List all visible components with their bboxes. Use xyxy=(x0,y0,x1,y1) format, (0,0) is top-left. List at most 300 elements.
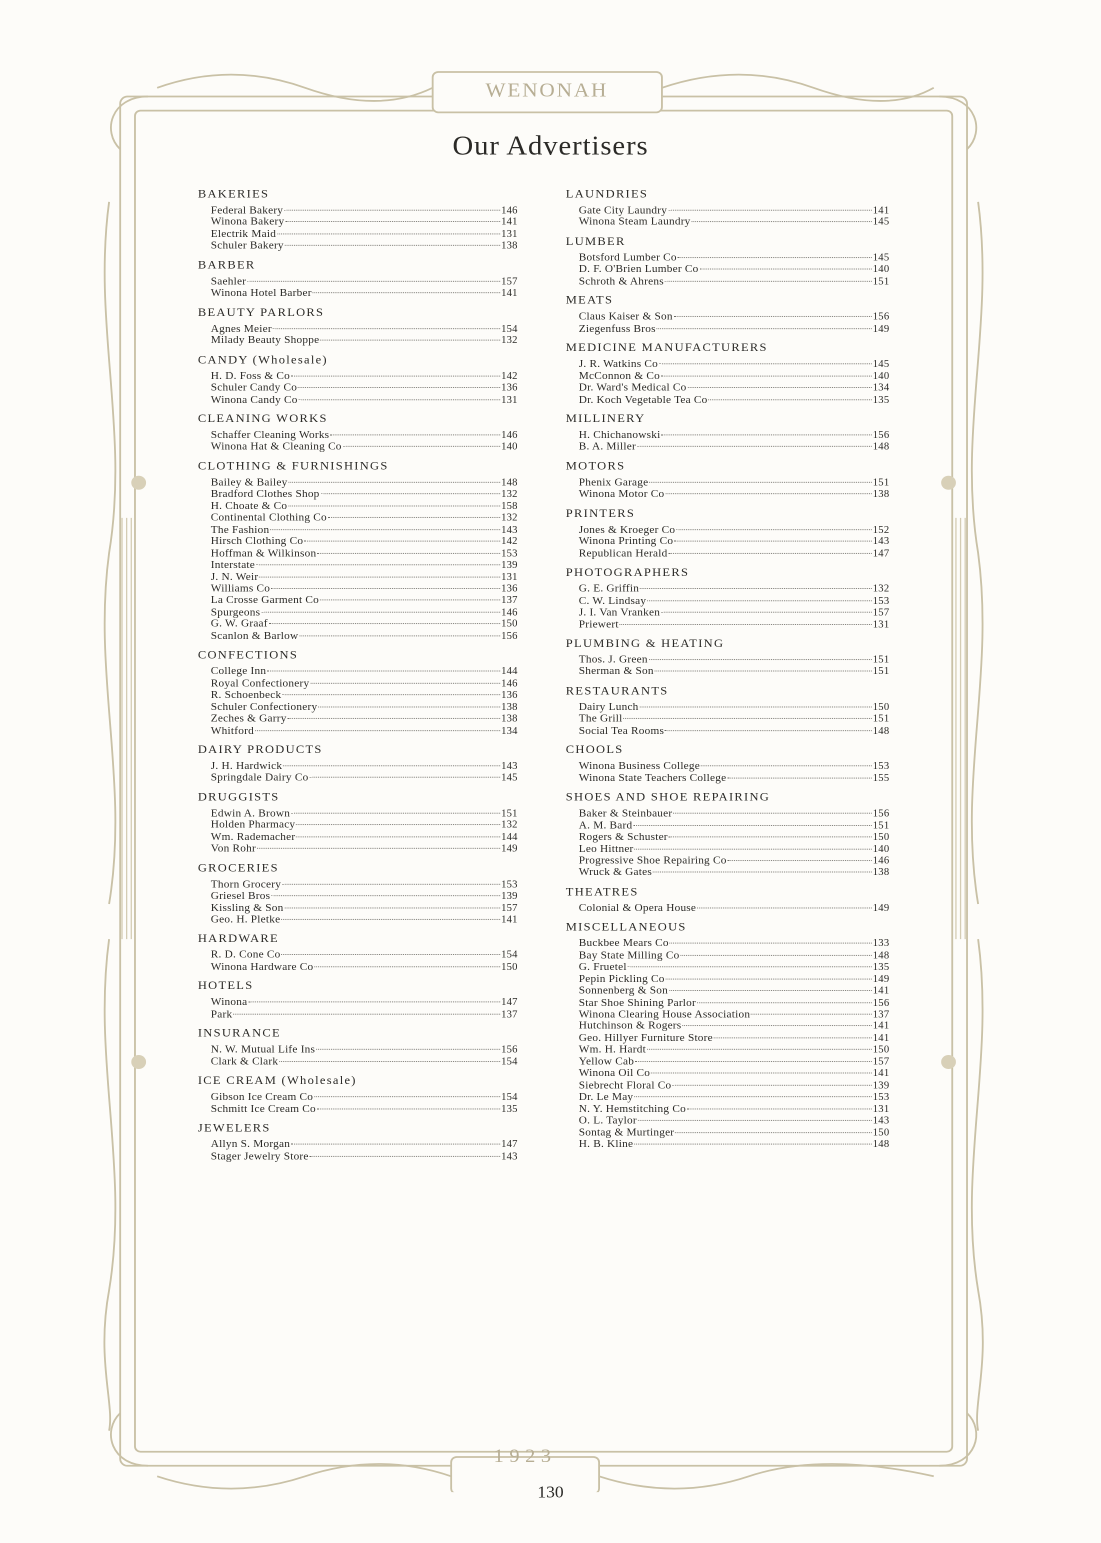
advertiser-entry xyxy=(566,1138,890,1150)
category-section xyxy=(566,293,899,335)
category-section xyxy=(566,186,899,228)
category-section xyxy=(198,1025,531,1067)
advertiser-name: Scanlon & Barlow xyxy=(210,629,299,642)
footer-year-banner: 1923 xyxy=(493,1444,557,1467)
advertiser-name: D. F. O'Brien Lumber Co xyxy=(578,262,699,276)
advertiser-name: Dairy Lunch xyxy=(578,700,639,713)
dot-leader xyxy=(314,1096,500,1097)
advertiser-entry xyxy=(566,867,890,879)
dot-leader xyxy=(284,210,500,211)
advertiser-page-number: 150 xyxy=(501,961,518,973)
advertiser-entry xyxy=(566,264,890,276)
advertiser-name: Winona Business College xyxy=(578,759,701,772)
dot-leader xyxy=(285,245,500,246)
dot-leader xyxy=(682,1026,871,1027)
advertiser-name: J. H. Hardwick xyxy=(210,759,283,772)
dot-leader xyxy=(674,316,872,317)
advertiser-name: Claus Kaiser & Son xyxy=(578,310,673,323)
dot-leader xyxy=(620,624,872,625)
advertiser-page-number: 156 xyxy=(501,1044,518,1056)
advertiser-page-number: 132 xyxy=(872,583,890,595)
dot-leader xyxy=(665,730,872,731)
dot-leader xyxy=(714,1037,872,1038)
advertiser-name: Winona Hotel Barber xyxy=(210,286,312,299)
advertiser-entry xyxy=(566,938,890,950)
category-title: PHOTOGRAPHERS xyxy=(565,565,690,579)
advertiser-page-number: 145 xyxy=(872,359,890,370)
advertiser-name: Dr. Koch Vegetable Tea Co xyxy=(578,392,708,406)
dot-leader xyxy=(673,813,871,814)
advertiser-entry xyxy=(566,1091,890,1103)
dot-leader xyxy=(665,281,872,282)
category-title: THEATRES xyxy=(565,884,639,898)
advertiser-name: Republican Herald xyxy=(578,546,668,559)
advertiser-page-number: 132 xyxy=(501,335,518,346)
advertiser-name: Sherman & Son xyxy=(578,664,654,678)
advertiser-page-number: 142 xyxy=(501,370,518,382)
advertiser-page-number: 131 xyxy=(501,571,518,583)
advertiser-page-number: 140 xyxy=(872,264,890,276)
advertiser-entry xyxy=(566,985,890,997)
advertiser-page-number: 157 xyxy=(872,1056,890,1068)
advertiser-entry xyxy=(566,713,890,725)
advertiser-page-number: 146 xyxy=(501,607,518,618)
dot-leader xyxy=(635,1061,872,1062)
category-title: BAKERIES xyxy=(197,186,270,201)
dot-leader xyxy=(672,1085,872,1086)
advertiser-page-number: 144 xyxy=(501,831,518,843)
advertiser-entry xyxy=(566,772,890,784)
category-section xyxy=(198,647,531,736)
advertiser-page-number: 132 xyxy=(501,512,518,524)
advertiser-name: H. B. Kline xyxy=(578,1137,634,1150)
advertiser-entry xyxy=(566,583,890,595)
advertiser-name: G. W. Graaf xyxy=(210,617,268,630)
page-number: 130 xyxy=(537,1483,564,1502)
advertiser-page-number: 138 xyxy=(501,713,518,725)
dot-leader xyxy=(261,612,500,613)
advertiser-page-number: 141 xyxy=(872,1032,890,1044)
advertiser-page-number: 140 xyxy=(872,843,890,855)
advertiser-entry xyxy=(198,394,518,406)
advertiser-name: Schuler Candy Co xyxy=(210,380,298,394)
advertiser-page-number: 151 xyxy=(872,820,890,831)
advertiser-name: McConnon & Co xyxy=(578,369,660,382)
category-title: DRUGGISTS xyxy=(197,789,280,803)
category-title: INSURANCE xyxy=(197,1026,281,1040)
category-title: ICE CREAM (Wholesale) xyxy=(197,1073,357,1087)
category-section xyxy=(566,564,899,630)
dot-leader xyxy=(320,340,500,341)
advertiser-page-number: 150 xyxy=(872,1044,890,1056)
advertiser-name: J. I. Van Vranken xyxy=(578,605,661,618)
advertiser-page-number: 141 xyxy=(872,1021,890,1032)
advertiser-name: Baker & Steinbauer xyxy=(578,806,673,820)
dot-leader xyxy=(649,482,871,483)
advertiser-page-number: 146 xyxy=(872,855,890,867)
advertiser-entry xyxy=(198,997,518,1009)
advertiser-name: Sonnenberg & Son xyxy=(578,984,668,997)
dot-leader xyxy=(697,907,872,908)
advertiser-name: Allyn S. Morgan xyxy=(210,1137,291,1150)
advertiser-entry xyxy=(198,1091,518,1103)
advertiser-page-number: 143 xyxy=(872,536,890,548)
dot-leader xyxy=(330,434,500,435)
category-title: HARDWARE xyxy=(197,931,279,945)
advertiser-page-number: 131 xyxy=(872,619,890,630)
category-section xyxy=(566,683,899,737)
advertiser-page-number: 137 xyxy=(872,1009,890,1020)
category-section xyxy=(198,860,531,926)
advertiser-entry xyxy=(566,323,890,335)
category-title: LAUNDRIES xyxy=(565,186,649,201)
advertiser-entry xyxy=(566,311,890,323)
advertiser-name: Royal Confectionery xyxy=(210,676,310,689)
advertiser-page-number: 156 xyxy=(872,311,890,323)
advertiser-page-number: 150 xyxy=(872,702,890,713)
category-title: PRINTERS xyxy=(565,506,636,520)
dot-leader xyxy=(638,1120,872,1121)
advertiser-name: B. A. Miller xyxy=(578,440,636,453)
advertiser-entry xyxy=(198,240,518,252)
advertiser-page-number: 145 xyxy=(501,772,518,784)
advertiser-name: A. M. Bard xyxy=(578,818,633,831)
advertiser-name: Gate City Laundry xyxy=(578,203,668,216)
advertiser-name: Thos. J. Green xyxy=(578,652,648,666)
advertiser-page-number: 143 xyxy=(501,524,518,536)
advertiser-name: Winona Printing Co xyxy=(578,534,674,548)
advertiser-page-number: 150 xyxy=(501,619,518,630)
advertiser-page-number: 138 xyxy=(501,701,518,713)
advertiser-page-number: 147 xyxy=(872,548,890,559)
advertiser-entry xyxy=(198,819,518,831)
advertiser-entry xyxy=(566,216,890,228)
category-section xyxy=(198,931,531,973)
advertiser-page-number: 154 xyxy=(501,1056,518,1068)
advertiser-page-number: 145 xyxy=(872,252,890,264)
advertiser-name: Colonial & Opera House xyxy=(578,901,697,914)
dot-leader xyxy=(634,848,871,849)
dot-leader xyxy=(649,659,872,660)
dot-leader xyxy=(281,954,500,955)
category-title: CONFECTIONS xyxy=(197,647,299,662)
dot-leader xyxy=(634,1096,872,1097)
advertiser-page-number: 156 xyxy=(501,630,518,642)
dot-leader xyxy=(310,683,500,684)
advertiser-name: J. R. Watkins Co xyxy=(578,357,659,370)
advertiser-name: Winona Hat & Cleaning Co xyxy=(210,440,342,453)
advertiser-name: Priewert xyxy=(578,617,619,630)
dot-leader xyxy=(285,222,500,223)
dot-leader xyxy=(256,564,500,565)
advertiser-name: Winona Oil Co xyxy=(578,1066,651,1079)
advertiser-name: Siebrecht Floral Co xyxy=(578,1078,672,1091)
advertiser-entry xyxy=(566,618,890,630)
advertisers-left-column xyxy=(198,186,531,1167)
advertiser-page-number: 149 xyxy=(872,973,890,985)
dot-leader xyxy=(281,919,500,920)
category-section xyxy=(198,789,531,855)
category-section xyxy=(198,1120,531,1162)
advertiser-name: J. N. Weir xyxy=(210,570,259,583)
advertiser-name: Geo. H. Pletke xyxy=(210,912,281,926)
category-title: MOTORS xyxy=(565,458,626,473)
advertiser-page-number: 138 xyxy=(872,867,890,879)
dot-leader xyxy=(668,210,872,211)
advertiser-name: Winona Hardware Co xyxy=(210,960,314,973)
dot-leader xyxy=(255,730,500,731)
advertiser-name: Social Tea Rooms xyxy=(578,723,665,737)
advertiser-name: Griesel Bros xyxy=(210,889,271,902)
advertiser-page-number: 151 xyxy=(501,808,518,819)
advertiser-page-number: 131 xyxy=(501,394,518,406)
category-title: PLUMBING & HEATING xyxy=(565,636,725,650)
dot-leader xyxy=(691,222,871,223)
advertiser-entry xyxy=(198,1008,518,1020)
advertiser-page-number: 143 xyxy=(501,1151,518,1162)
advertiser-page-number: 150 xyxy=(872,832,890,843)
dot-leader xyxy=(668,553,871,554)
advertiser-name: Yellow Cab xyxy=(578,1054,635,1068)
advertiser-entry xyxy=(566,275,890,287)
dot-leader xyxy=(316,1049,500,1050)
advertiser-entry xyxy=(198,1150,518,1162)
advertiser-name: Williams Co xyxy=(210,581,271,595)
advertiser-name: Wm. Rademacher xyxy=(210,830,296,843)
category-section xyxy=(198,1073,531,1115)
advertiser-page-number: 147 xyxy=(501,997,518,1008)
advertiser-entry xyxy=(566,441,890,453)
dot-leader xyxy=(639,706,871,707)
advertiser-page-number: 147 xyxy=(501,1139,518,1150)
category-title: LUMBER xyxy=(565,234,626,248)
advertiser-entry xyxy=(198,1044,518,1056)
advertiser-entry xyxy=(198,335,518,347)
advertiser-name: Bay State Milling Co xyxy=(578,948,680,961)
advertiser-name: The Fashion xyxy=(210,522,270,536)
advertiser-entry xyxy=(198,1138,518,1150)
advertiser-page-number: 136 xyxy=(501,382,518,394)
advertiser-name: Electrik Maid xyxy=(210,227,277,240)
advertiser-name: Winona Candy Co xyxy=(210,392,298,406)
advertiser-page-number: 151 xyxy=(872,654,890,666)
advertiser-page-number: 140 xyxy=(501,441,518,453)
advertiser-page-number: 139 xyxy=(501,890,518,902)
advertiser-name: Spurgeons xyxy=(210,605,261,618)
dot-leader xyxy=(640,588,872,589)
advertiser-page-number: 151 xyxy=(872,477,890,488)
advertiser-name: Progressive Shoe Repairing Co xyxy=(578,853,727,867)
advertiser-name: R. Schoenbeck xyxy=(210,688,282,701)
category-title: RESTAURANTS xyxy=(565,683,669,697)
advertiser-entry xyxy=(566,725,890,737)
advertiser-page-number: 142 xyxy=(501,536,518,547)
advertiser-name: Rogers & Schuster xyxy=(578,830,668,843)
advertiser-name: Federal Bakery xyxy=(210,203,284,216)
dot-leader xyxy=(674,541,872,542)
advertiser-name: Leo Hittner xyxy=(578,842,634,855)
dot-leader xyxy=(651,1073,872,1074)
dot-leader xyxy=(269,623,500,624)
advertiser-name: Geo. Hillyer Furniture Store xyxy=(578,1031,713,1044)
advertiser-entry xyxy=(198,1103,518,1115)
dot-leader xyxy=(277,233,500,234)
dot-leader xyxy=(728,860,872,861)
advertiser-name: Park xyxy=(210,1007,233,1020)
advertiser-entry xyxy=(198,725,518,737)
category-title: HOTELS xyxy=(197,978,254,993)
advertiser-page-number: 136 xyxy=(501,689,518,701)
advertiser-entry xyxy=(566,1044,890,1056)
advertiser-name: Milady Beauty Shoppe xyxy=(210,333,320,346)
advertiser-page-number: 144 xyxy=(501,666,518,677)
dot-leader xyxy=(628,967,872,968)
category-section xyxy=(566,789,899,878)
advertiser-entry xyxy=(566,760,890,772)
advertiser-page-number: 148 xyxy=(872,950,890,961)
advertiser-page-number: 148 xyxy=(872,1139,890,1150)
advertiser-page-number: 143 xyxy=(872,1115,890,1127)
advertiser-entry xyxy=(198,914,518,926)
dot-leader xyxy=(296,836,500,837)
dot-leader xyxy=(283,765,500,766)
advertiser-page-number: 133 xyxy=(872,938,890,950)
advertiser-name: Stager Jewelry Store xyxy=(210,1149,309,1162)
category-title: MILLINERY xyxy=(565,411,646,425)
advertiser-name: Bradford Clothes Shop xyxy=(210,487,320,500)
advertiser-entry xyxy=(566,831,890,843)
advertiser-name: Star Shoe Shining Parlor xyxy=(578,995,697,1009)
advertiser-name: Saehler xyxy=(210,274,247,287)
advertiser-page-number: 143 xyxy=(501,760,518,772)
category-section xyxy=(566,884,899,914)
advertiser-entry xyxy=(566,1115,890,1127)
advertiser-name: Interstate xyxy=(210,558,256,571)
dot-leader xyxy=(317,1108,500,1109)
advertiser-name: Zeches & Garry xyxy=(210,711,287,725)
advertiser-name: Edwin A. Brown xyxy=(210,806,291,819)
dot-leader xyxy=(659,364,872,365)
dot-leader xyxy=(675,1132,872,1133)
dot-leader xyxy=(271,895,500,896)
advertisers-right-column xyxy=(566,186,899,1155)
advertiser-name: Winona xyxy=(210,995,248,1008)
advertiser-page-number: 148 xyxy=(501,477,518,488)
category-section xyxy=(198,257,531,299)
advertiser-name: Dr. Ward's Medical Co xyxy=(578,380,687,394)
dot-leader xyxy=(291,1144,500,1145)
advertiser-page-number: 157 xyxy=(872,607,890,618)
dot-leader xyxy=(299,399,501,400)
advertiser-name: Winona State Teachers College xyxy=(578,771,727,784)
advertiser-name: N. W. Mutual Life Ins xyxy=(210,1042,316,1056)
advertiser-page-number: 131 xyxy=(501,228,518,240)
advertiser-page-number: 156 xyxy=(872,430,890,441)
category-section xyxy=(566,919,899,1150)
dot-leader xyxy=(676,529,872,530)
advertiser-page-number: 132 xyxy=(501,820,518,831)
category-section xyxy=(566,340,899,406)
advertiser-entry xyxy=(566,536,890,548)
advertiser-name: Schroth & Ahrens xyxy=(578,274,664,287)
dot-leader xyxy=(665,494,871,495)
advertiser-page-number: 145 xyxy=(872,217,890,228)
advertiser-page-number: 158 xyxy=(501,500,518,512)
advertiser-page-number: 139 xyxy=(501,560,518,571)
advertiser-name: G. E. Griffin xyxy=(578,582,640,595)
dot-leader xyxy=(257,848,500,849)
dot-leader xyxy=(291,813,500,814)
advertiser-page-number: 141 xyxy=(501,217,518,228)
advertiser-name: Schuler Bakery xyxy=(210,239,284,252)
dot-leader xyxy=(259,576,500,577)
advertiser-name: Pepin Pickling Co xyxy=(578,972,665,985)
dot-leader xyxy=(687,387,871,388)
advertiser-name: Winona Motor Co xyxy=(578,487,665,500)
advertiser-page-number: 137 xyxy=(501,595,518,606)
dot-leader xyxy=(296,824,500,825)
advertiser-page-number: 149 xyxy=(872,323,890,335)
advertiser-entry xyxy=(198,441,518,453)
category-title: MISCELLANEOUS xyxy=(565,920,687,934)
advertiser-page-number: 149 xyxy=(501,843,518,855)
dot-leader xyxy=(657,328,872,329)
advertiser-name: Agnes Meier xyxy=(210,321,272,335)
advertiser-page-number: 153 xyxy=(872,1092,890,1103)
dot-leader xyxy=(687,1108,872,1109)
advertiser-name: N. Y. Hemstitching Co xyxy=(578,1102,686,1115)
advertiser-page-number: 154 xyxy=(501,950,518,961)
advertiser-page-number: 154 xyxy=(501,323,518,335)
header-banner: WENONAH xyxy=(485,78,609,101)
dot-leader xyxy=(317,553,500,554)
advertiser-name: Phenix Garage xyxy=(578,475,649,488)
category-title: CANDY (Wholesale) xyxy=(197,352,328,366)
advertiser-page-number: 138 xyxy=(501,240,518,252)
category-title: MEATS xyxy=(565,293,614,307)
dot-leader xyxy=(248,1002,500,1003)
advertiser-entry xyxy=(198,666,518,678)
dot-leader xyxy=(666,978,872,979)
page-title: Our Advertisers xyxy=(452,129,649,161)
advertiser-page-number: 138 xyxy=(872,489,890,500)
advertiser-name: O. L. Taylor xyxy=(578,1113,637,1127)
dot-leader xyxy=(279,1061,500,1062)
category-title: CHOOLS xyxy=(565,742,624,756)
dot-leader xyxy=(282,694,500,695)
dot-leader xyxy=(655,671,872,672)
dot-leader xyxy=(343,446,501,447)
category-title: SHOES AND SHOE REPAIRING xyxy=(565,790,771,804)
advertiser-entry xyxy=(566,808,890,820)
advertiser-name: College Inn xyxy=(210,664,267,677)
advertiser-page-number: 149 xyxy=(872,903,890,914)
advertiser-name: Hutchinson & Rogers xyxy=(578,1019,682,1032)
advertiser-name: Gibson Ice Cream Co xyxy=(210,1090,314,1103)
advertiser-page-number: 134 xyxy=(501,725,518,736)
dot-leader xyxy=(271,588,500,589)
advertiser-page-number: 154 xyxy=(501,1092,518,1103)
advertiser-name: Schuler Confectionery xyxy=(210,700,318,713)
advertiser-name: Winona Clearing House Association xyxy=(578,1007,751,1020)
advertiser-page-number: 146 xyxy=(501,430,518,441)
advertiser-name: C. W. Lindsay xyxy=(578,593,647,607)
category-title: BEAUTY PARLORS xyxy=(197,305,325,319)
advertiser-page-number: 135 xyxy=(501,1103,518,1115)
category-section xyxy=(566,742,899,784)
advertiser-page-number: 136 xyxy=(501,583,518,595)
advertiser-entry xyxy=(198,488,518,500)
